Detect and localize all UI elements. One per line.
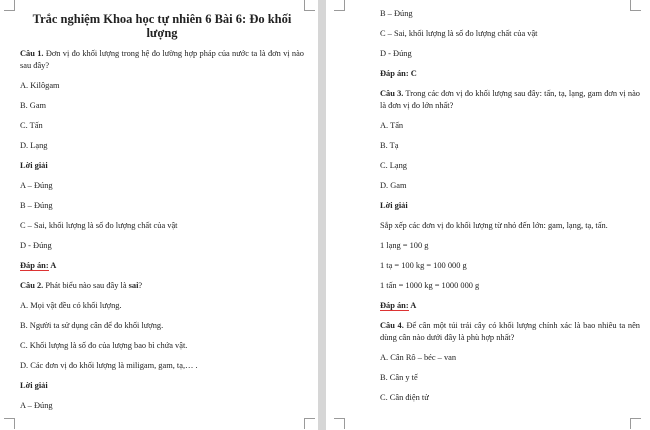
q3-answer <box>380 300 640 312</box>
crop-mark <box>304 0 315 11</box>
q1-option-a: A. Kilôgam <box>20 81 60 90</box>
question-1-label: Câu 1. <box>20 49 44 58</box>
document-title: Trắc nghiệm Khoa học tự nhiên 6 Bài 6: Đo khối lượng <box>32 12 292 40</box>
crop-mark <box>334 418 345 429</box>
q3-conversion-1: 1 lạng = 100 g <box>380 241 429 250</box>
q2-option-c: C. Khối lượng là số đo của lượng bao bì chứa vật. <box>20 341 188 350</box>
q3-option-d: D. Gam <box>380 181 407 190</box>
question-3-label: Câu 3. <box>380 89 404 98</box>
q4-option-c: C. Cân điện tử <box>380 393 429 402</box>
question-1 <box>20 48 304 72</box>
q2-explanation-b: B – Đúng <box>380 9 413 18</box>
q1-answer <box>20 260 304 272</box>
q1-option-d: D. Lạng <box>20 141 48 150</box>
q3-conversion-2: 1 tạ = 100 kg = 100 000 g <box>380 261 467 270</box>
q3-solution-label: Lời giải <box>380 201 408 210</box>
crop-mark <box>630 418 641 429</box>
q2-solution-label: Lời giải <box>20 381 48 390</box>
q4-option-b: B. Cân y tế <box>380 373 418 382</box>
question-2-text: Phát biểu nào sau đây là <box>43 281 129 290</box>
question-1-text: Đơn vị đo khối lượng trong hệ đo lường hợp pháp của nước ta là đơn vị nào sau đây? <box>20 49 304 70</box>
q3-explanation: Sắp xếp các đơn vị đo khối lượng từ nhỏ đến lớn: gam, lạng, tạ, tấn. <box>380 221 608 230</box>
q2-explanation-c: C – Sai, khối lượng là số đo lượng chất của vật <box>380 29 538 38</box>
crop-mark <box>4 418 15 429</box>
crop-mark <box>630 0 641 11</box>
q1-explanation-d: D - Đúng <box>20 241 52 250</box>
q3-answer-value: A <box>408 301 417 310</box>
q2-option-d: D. Các đơn vị đo khối lượng là miligam, gam, tạ,… . <box>20 361 198 370</box>
question-4-label: Câu 4. <box>380 321 404 330</box>
question-2-end: ? <box>138 281 143 290</box>
q3-option-a: A. Tấn <box>380 121 404 130</box>
document-page-right <box>326 0 650 430</box>
question-4-text: Để cân một túi trái cây có khối lượng chính xác là bao nhiêu ta nên dùng cân nào dưới đây là phù hợp nhất? <box>380 321 640 342</box>
q3-conversion-3: 1 tấn = 1000 kg = 1000 000 g <box>380 281 480 290</box>
question-2 <box>20 280 304 292</box>
q1-explanation-c: C – Sai, khối lượng là số đo lượng chất của vật <box>20 221 178 230</box>
q2-explanation-a: A – Đúng <box>20 401 53 410</box>
crop-mark <box>304 418 315 429</box>
q1-solution-label: Lời giải <box>20 161 48 170</box>
page-gap <box>318 0 326 430</box>
q3-option-b: B. Tạ <box>380 141 399 150</box>
question-3 <box>380 88 640 112</box>
q1-option-b: B. Gam <box>20 101 47 110</box>
q2-answer: Đáp án: C <box>380 69 417 78</box>
q1-explanation-b: B – Đúng <box>20 201 53 210</box>
question-3-text: Trong các đơn vị đo khối lượng sau đây: tấn, tạ, lạng, gam đơn vị nào là đơn vị đo lớn nhất? <box>380 89 640 110</box>
q3-option-c: C. Lạng <box>380 161 407 170</box>
q2-option-b: B. Người ta sử dụng cân để đo khối lượng. <box>20 321 164 330</box>
q2-option-a: A. Mọi vật đều có khối lượng. <box>20 301 122 310</box>
q3-answer-label: Đáp án: <box>380 301 409 310</box>
q1-explanation-a: A – Đúng <box>20 181 53 190</box>
q1-answer-label: Đáp án: <box>20 261 49 270</box>
crop-mark <box>4 0 15 11</box>
question-4 <box>380 320 640 344</box>
question-2-label: Câu 2. <box>20 281 44 290</box>
document-page-left <box>0 0 318 430</box>
q1-option-c: C. Tấn <box>20 121 43 130</box>
crop-mark <box>334 0 345 11</box>
q2-explanation-d: D - Đúng <box>380 49 412 58</box>
q1-answer-value: A <box>48 261 57 270</box>
question-2-emphasis: sai <box>128 281 139 290</box>
q4-option-a: A. Cân Rô – béc – van <box>380 353 457 362</box>
